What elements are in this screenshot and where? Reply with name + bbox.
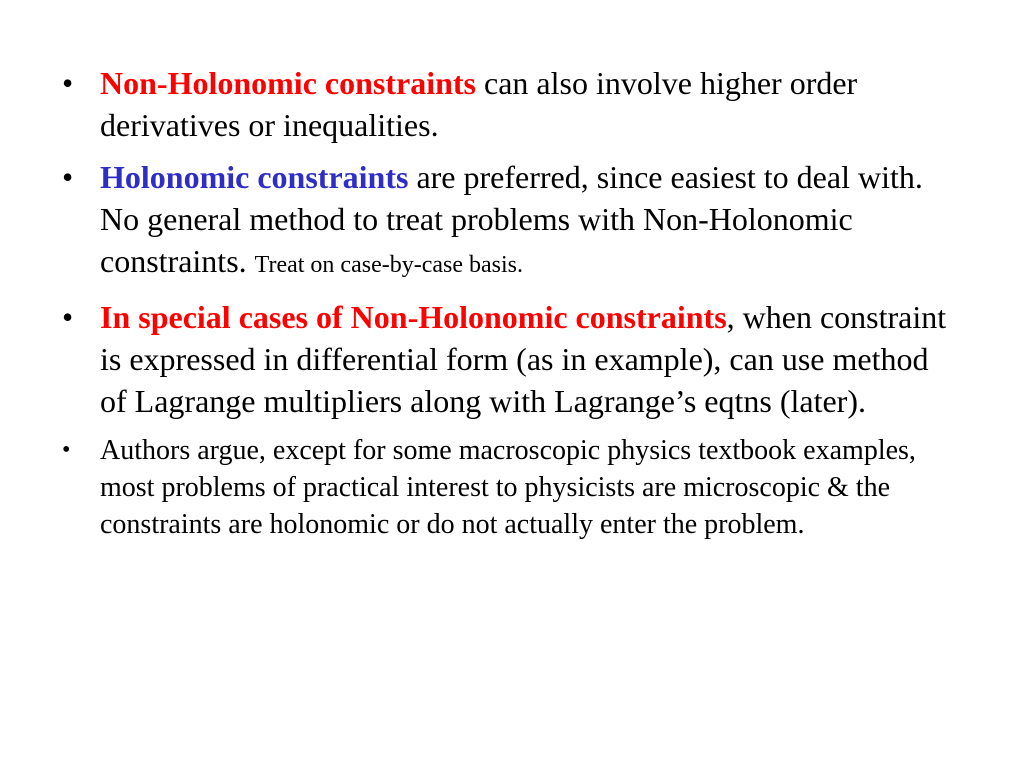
- bullet-1-text: can also involve higher order derivatives or inequalities.: [100, 65, 858, 143]
- bullet-marker: •: [62, 437, 71, 463]
- bullet-2-text: are preferred, since easiest to deal with. No general method to treat problems with Non-Holonomic constraints.: [100, 159, 923, 279]
- bullet-marker: •: [62, 299, 74, 335]
- bullet-3-text: , when constraint is expressed in differential form (as in example), can use method of Lagrange multipliers along with Lagrange’s eqtns (later).: [100, 299, 947, 419]
- bullet-item-3: [62, 296, 962, 422]
- bullet-item-4: [62, 432, 962, 543]
- bullet-2-minor-text: Treat on case-by-case basis.: [254, 252, 523, 278]
- bullet-4-text: Authors argue, except for some macroscopic physics textbook examples, most problems of practical interest to physicists are microscopic & the constraints are holonomic or do not actually enter the problem.: [100, 435, 916, 540]
- bullet-3-highlight: In special cases of Non-Holonomic constraints: [100, 299, 727, 335]
- bullet-2-highlight: Holonomic constraints: [100, 159, 409, 195]
- bullet-item-1: [62, 62, 962, 146]
- bullet-list: [62, 62, 962, 543]
- bullet-marker: •: [62, 159, 74, 195]
- bullet-1-highlight: Non-Holonomic constraints: [100, 65, 476, 101]
- bullet-marker: •: [62, 65, 74, 101]
- bullet-item-2: [62, 156, 962, 286]
